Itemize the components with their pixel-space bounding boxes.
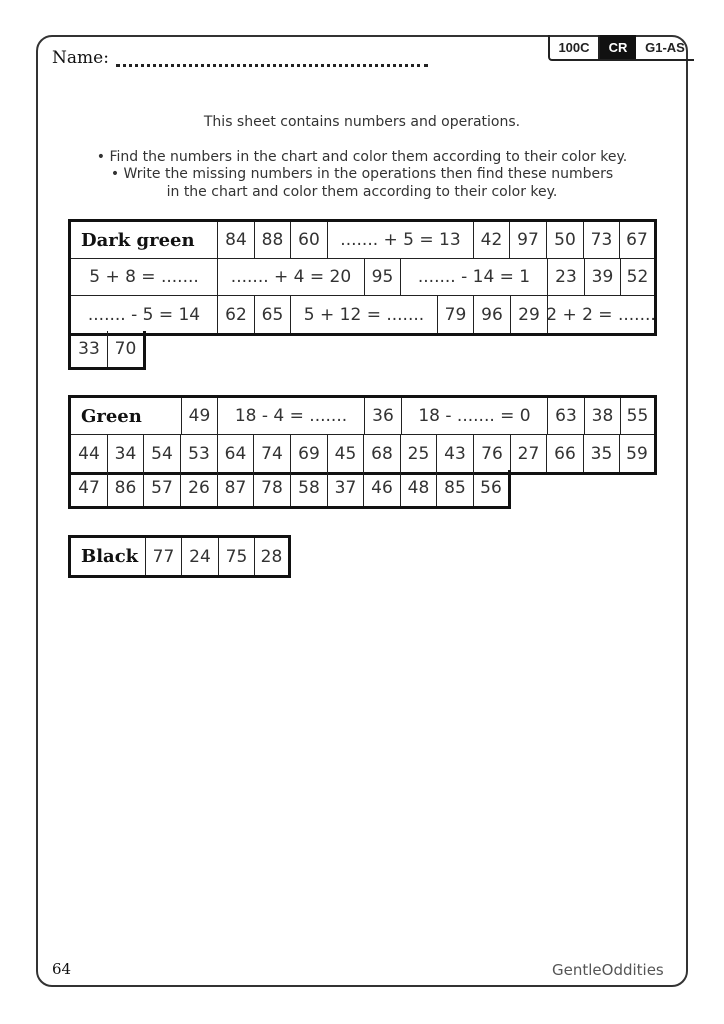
table-row xyxy=(71,398,654,435)
brand-logo: GentleOddities xyxy=(552,961,664,979)
number-cell[interactable]: 88 xyxy=(255,222,291,258)
operation-cell[interactable]: ....... - 5 = 14 xyxy=(71,296,218,333)
number-cell[interactable]: 66 xyxy=(547,435,584,472)
code-box xyxy=(548,35,694,61)
name-line[interactable] xyxy=(116,64,428,67)
instruction-line-4: in the chart and color them according to their color key. xyxy=(166,184,558,200)
number-cell[interactable]: 56 xyxy=(480,478,502,498)
operation-cell[interactable]: ....... + 5 = 13 xyxy=(328,222,474,258)
number-cell[interactable]: 43 xyxy=(437,435,474,472)
operation-cell[interactable]: 5 + 12 = ....... xyxy=(291,296,438,333)
number-cell[interactable]: 23 xyxy=(548,259,585,295)
number-cell[interactable]: 55 xyxy=(626,406,649,426)
number-cell[interactable]: 25 xyxy=(401,435,437,472)
table-row xyxy=(71,259,654,296)
green-table xyxy=(68,395,657,475)
instruction-line-2: • Find the numbers in the chart and color them according to their color key. xyxy=(96,149,628,165)
number-cell[interactable]: 95 xyxy=(365,259,401,295)
number-cell[interactable]: 74 xyxy=(254,435,291,472)
number-cell[interactable]: 67 xyxy=(626,230,648,250)
number-cell[interactable]: 46 xyxy=(364,470,401,506)
number-cell[interactable]: 64 xyxy=(218,435,254,472)
number-cell[interactable]: 45 xyxy=(328,435,364,472)
table-row xyxy=(71,296,654,333)
number-cell[interactable]: 69 xyxy=(291,435,328,472)
number-cell[interactable]: 42 xyxy=(474,222,510,258)
name-label: Name: xyxy=(52,48,109,68)
number-cell[interactable]: 37 xyxy=(328,470,364,506)
number-cell[interactable]: 34 xyxy=(108,435,144,472)
number-cell[interactable]: 86 xyxy=(108,470,144,506)
number-cell[interactable]: 29 xyxy=(511,296,548,333)
page-number: 64 xyxy=(52,960,72,978)
operation-cell[interactable]: ....... + 4 = 20 xyxy=(218,259,365,295)
table-row xyxy=(71,538,288,575)
number-cell[interactable]: 59 xyxy=(626,443,648,464)
green-extra-row xyxy=(68,470,511,509)
number-cell[interactable]: 36 xyxy=(365,398,402,434)
code-grade: G1-AS xyxy=(645,39,685,55)
number-cell[interactable]: 68 xyxy=(364,435,401,472)
instruction-line-1: This sheet contains numbers and operations. xyxy=(203,114,521,130)
number-cell[interactable]: 65 xyxy=(255,296,291,333)
number-cell[interactable]: 87 xyxy=(218,470,254,506)
number-cell[interactable]: 78 xyxy=(254,470,291,506)
number-cell[interactable]: 48 xyxy=(401,470,437,506)
operation-cell[interactable]: 18 - ....... = 0 xyxy=(402,398,548,434)
dark-green-extra-row xyxy=(68,331,146,370)
number-cell[interactable]: 35 xyxy=(584,435,620,472)
number-cell[interactable]: 44 xyxy=(71,435,108,472)
color-key-green: Green xyxy=(71,398,182,434)
number-cell[interactable]: 57 xyxy=(144,470,181,506)
number-cell[interactable]: 49 xyxy=(182,398,218,434)
operation-cell[interactable]: ....... - 14 = 1 xyxy=(401,259,548,295)
number-cell[interactable]: 53 xyxy=(181,435,218,472)
number-cell[interactable]: 50 xyxy=(547,222,584,258)
number-cell[interactable]: 75 xyxy=(219,538,255,575)
number-cell[interactable]: 28 xyxy=(260,546,283,567)
number-cell[interactable]: 33 xyxy=(71,331,108,367)
number-cell[interactable]: 84 xyxy=(218,222,255,258)
number-cell[interactable]: 38 xyxy=(585,398,621,434)
code-type: CR xyxy=(600,35,636,59)
number-cell[interactable]: 27 xyxy=(511,435,547,472)
number-cell[interactable]: 47 xyxy=(71,470,108,506)
number-cell[interactable]: 97 xyxy=(510,222,547,258)
number-cell[interactable]: 76 xyxy=(474,435,511,472)
number-cell[interactable]: 24 xyxy=(182,538,219,575)
number-cell[interactable]: 52 xyxy=(626,267,649,287)
number-cell[interactable]: 58 xyxy=(291,470,328,506)
operation-cell[interactable]: 5 + 8 = ....... xyxy=(71,259,218,295)
code-level: 100C xyxy=(550,35,600,59)
number-cell[interactable]: 73 xyxy=(584,222,620,258)
number-cell[interactable]: 39 xyxy=(585,259,621,295)
number-cell[interactable]: 85 xyxy=(437,470,474,506)
number-cell[interactable]: 54 xyxy=(144,435,181,472)
operation-cell[interactable]: 18 - 4 = ....... xyxy=(218,398,365,434)
number-cell[interactable]: 79 xyxy=(438,296,474,333)
number-cell[interactable]: 62 xyxy=(218,296,255,333)
dark-green-table xyxy=(68,219,657,336)
number-cell[interactable]: 96 xyxy=(474,296,511,333)
color-key-black: Black xyxy=(71,538,146,575)
number-cell[interactable]: 26 xyxy=(181,470,218,506)
table-row xyxy=(71,222,654,259)
number-cell[interactable]: 63 xyxy=(548,398,585,434)
operation-cell[interactable]: 2 + 2 = ....... xyxy=(546,304,656,325)
number-cell[interactable]: 70 xyxy=(114,339,137,359)
number-cell[interactable]: 77 xyxy=(146,538,182,575)
black-table xyxy=(68,535,291,578)
number-cell[interactable]: 60 xyxy=(291,222,328,258)
instruction-line-3: • Write the missing numbers in the operations then find these numbers xyxy=(110,166,614,182)
color-key-dark-green: Dark green xyxy=(71,222,218,258)
table-row xyxy=(71,435,654,472)
